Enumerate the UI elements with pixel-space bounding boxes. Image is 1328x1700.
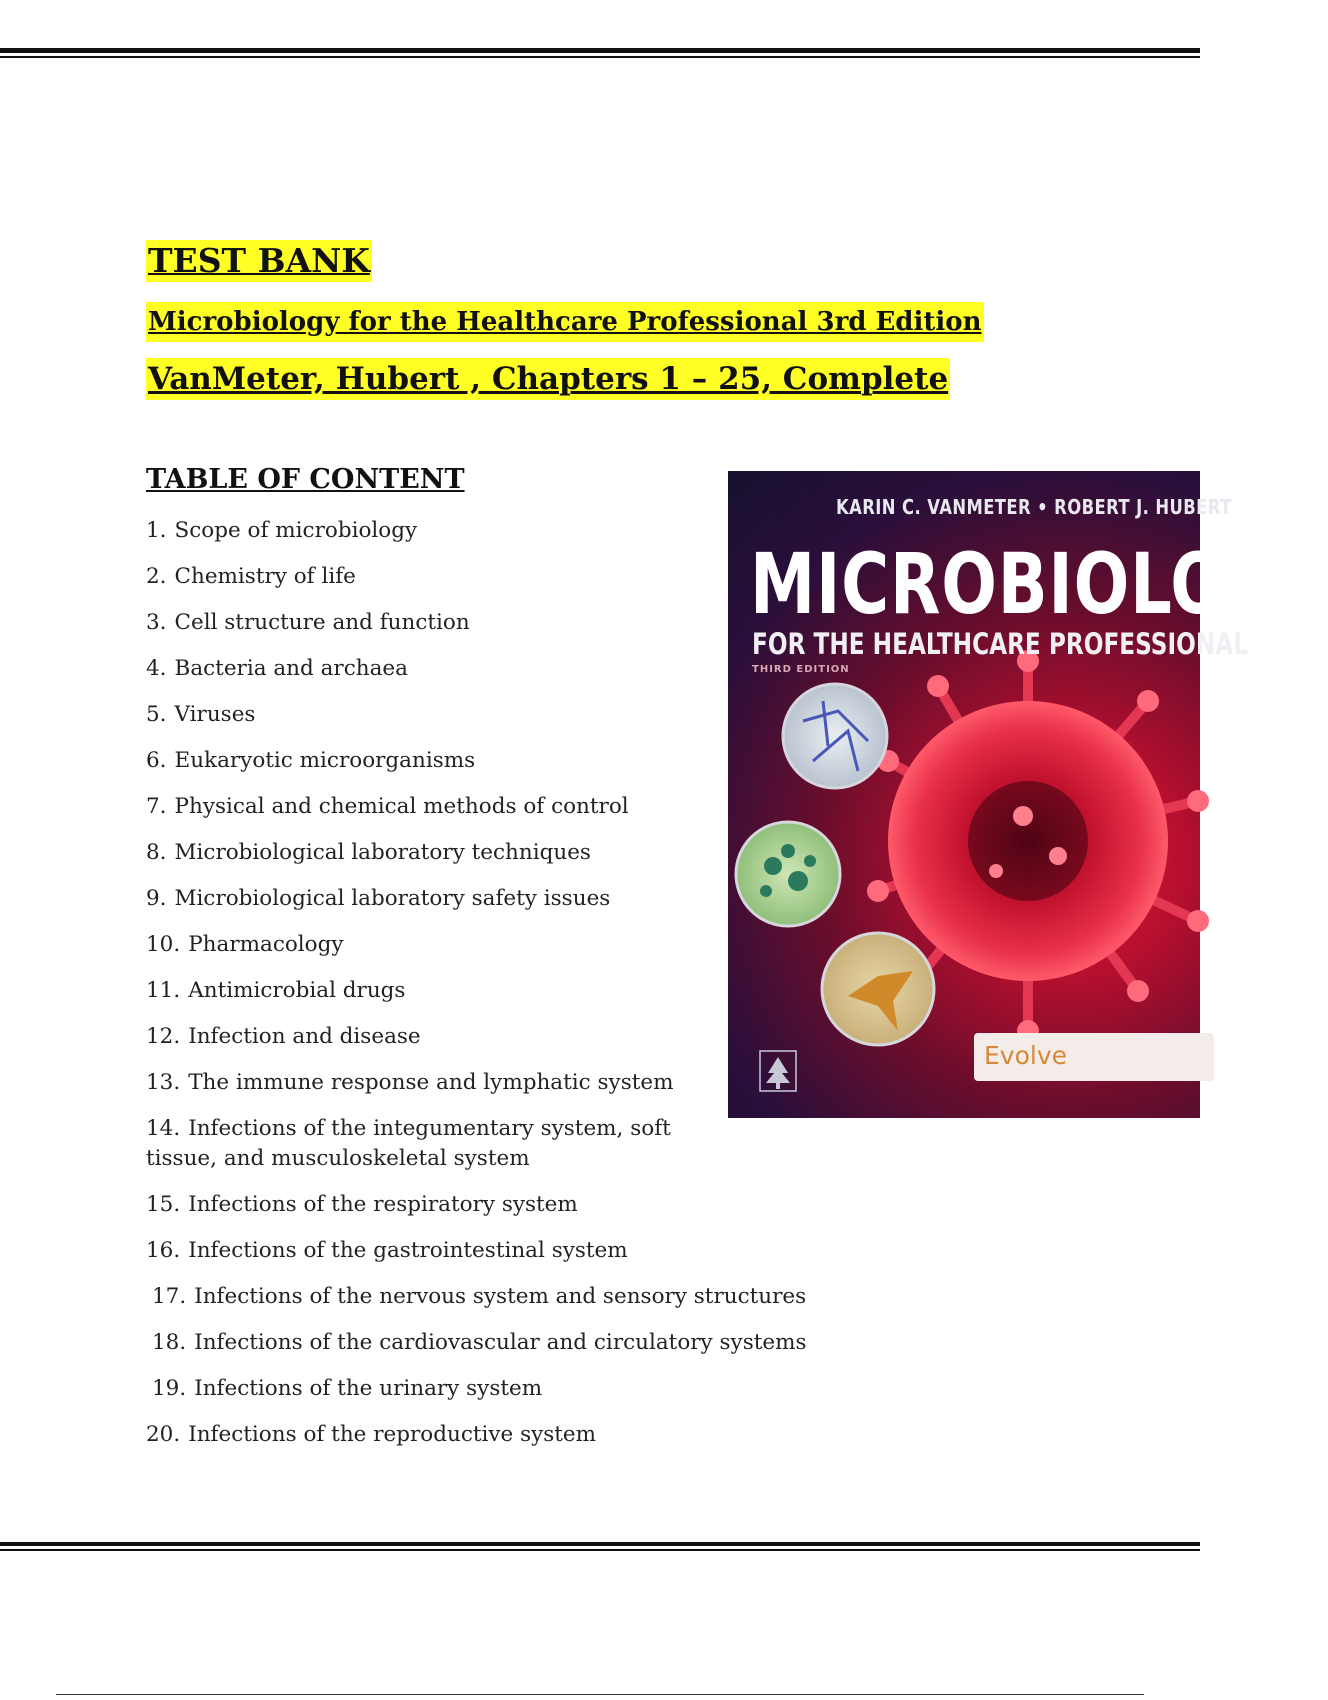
toc-item-label: Infections of the cardiovascular and circulatory systems	[194, 1330, 807, 1355]
authors-line: VanMeter, Hubert , Chapters 1 – 25, Complete	[146, 358, 950, 400]
toc-item	[146, 1420, 596, 1450]
toc-item-label: Infections of the reproductive system	[188, 1422, 597, 1447]
footer-rule	[56, 1694, 1144, 1695]
toc-item-number: 11.	[146, 978, 181, 1003]
toc-item-label: Cell structure and function	[174, 610, 470, 635]
toc-item-number: 5.	[146, 702, 167, 727]
toc-item-label: Physical and chemical methods of control	[174, 794, 629, 819]
toc-item	[146, 608, 470, 638]
toc-item-label: Chemistry of life	[174, 564, 356, 589]
toc-item	[146, 746, 475, 776]
toc-heading: TABLE OF CONTENT	[146, 464, 465, 495]
bottom-double-rule-thick	[0, 1542, 1200, 1546]
toc-item-label: Infections of the respiratory system	[188, 1192, 578, 1217]
toc-item-number: 17.	[152, 1284, 187, 1309]
toc-item	[146, 700, 255, 730]
toc-item-label: The immune response and lymphatic system	[188, 1070, 674, 1095]
top-double-rule-thick	[0, 48, 1200, 53]
toc-item-label: Infection and disease	[188, 1024, 421, 1049]
toc-item-number: 19.	[152, 1376, 187, 1401]
cover-edition: THIRD EDITION	[752, 664, 850, 675]
toc-item-label: Microbiological laboratory techniques	[174, 840, 591, 865]
cover-authors: KARIN C. VANMETER • ROBERT J. HUBERT	[836, 495, 1232, 519]
toc-item-number: 3.	[146, 610, 167, 635]
book-title: Microbiology for the Healthcare Professional 3rd Edition	[146, 302, 984, 342]
toc-item-number: 15.	[146, 1192, 181, 1217]
toc-item	[146, 1190, 578, 1220]
toc-item-label: Infections of the nervous system and sensory structures	[194, 1284, 807, 1309]
toc-item-number: 20.	[146, 1422, 181, 1447]
cover-subtitle: FOR THE HEALTHCARE PROFESSIONAL	[752, 627, 1249, 661]
toc-item-label: Infections of the gastrointestinal system	[188, 1238, 628, 1263]
toc-item	[146, 792, 629, 822]
toc-item	[146, 1114, 671, 1174]
toc-item	[146, 930, 344, 960]
toc-item-label: Scope of microbiology	[174, 518, 418, 543]
evolve-logo-text: Evolve	[984, 1041, 1068, 1070]
toc-item	[146, 516, 417, 546]
publisher-tree-icon	[758, 1049, 798, 1093]
toc-item	[152, 1374, 542, 1404]
bottom-double-rule-thin	[0, 1549, 1200, 1551]
toc-item	[146, 1068, 674, 1098]
toc-item	[146, 976, 405, 1006]
toc-item-number: 13.	[146, 1070, 181, 1095]
document-title: TEST BANK	[148, 241, 370, 280]
toc-item	[146, 562, 356, 592]
evolve-badge	[974, 1033, 1214, 1081]
toc-item-number: 18.	[152, 1330, 187, 1355]
cover-title: MICROBIOLOGY	[750, 535, 1328, 633]
toc-item-label: Antimicrobial drugs	[188, 978, 406, 1003]
toc-item-number: 12.	[146, 1024, 181, 1049]
book-cover-image	[728, 471, 1328, 1118]
toc-item-number: 7.	[146, 794, 167, 819]
toc-item	[146, 838, 591, 868]
toc-item-number: 9.	[146, 886, 167, 911]
top-double-rule-thin	[0, 56, 1200, 58]
toc-item-number: 1.	[146, 518, 167, 543]
toc-item-number: 16.	[146, 1238, 181, 1263]
toc-item	[146, 1236, 628, 1266]
toc-item-number: 6.	[146, 748, 167, 773]
toc-item-number: 2.	[146, 564, 167, 589]
toc-item	[152, 1328, 807, 1358]
toc-item-label: Microbiological laboratory safety issues	[174, 886, 611, 911]
toc-item-label: Eukaryotic microorganisms	[174, 748, 476, 773]
toc-item	[146, 654, 408, 684]
toc-item-number: 10.	[146, 932, 181, 957]
toc-item-label: Infections of the integumentary system, soft	[188, 1116, 671, 1141]
toc-item-label: Pharmacology	[188, 932, 344, 957]
toc-item-number: 4.	[146, 656, 167, 681]
toc-item-number: 14.	[146, 1116, 181, 1141]
toc-item-label-continued: tissue, and musculoskeletal system	[146, 1146, 530, 1171]
toc-item-label: Bacteria and archaea	[174, 656, 408, 681]
toc-item	[152, 1282, 806, 1312]
toc-item-label: Viruses	[174, 702, 256, 727]
toc-item	[146, 1022, 421, 1052]
toc-item-label: Infections of the urinary system	[194, 1376, 543, 1401]
toc-item-number: 8.	[146, 840, 167, 865]
toc-item	[146, 884, 610, 914]
